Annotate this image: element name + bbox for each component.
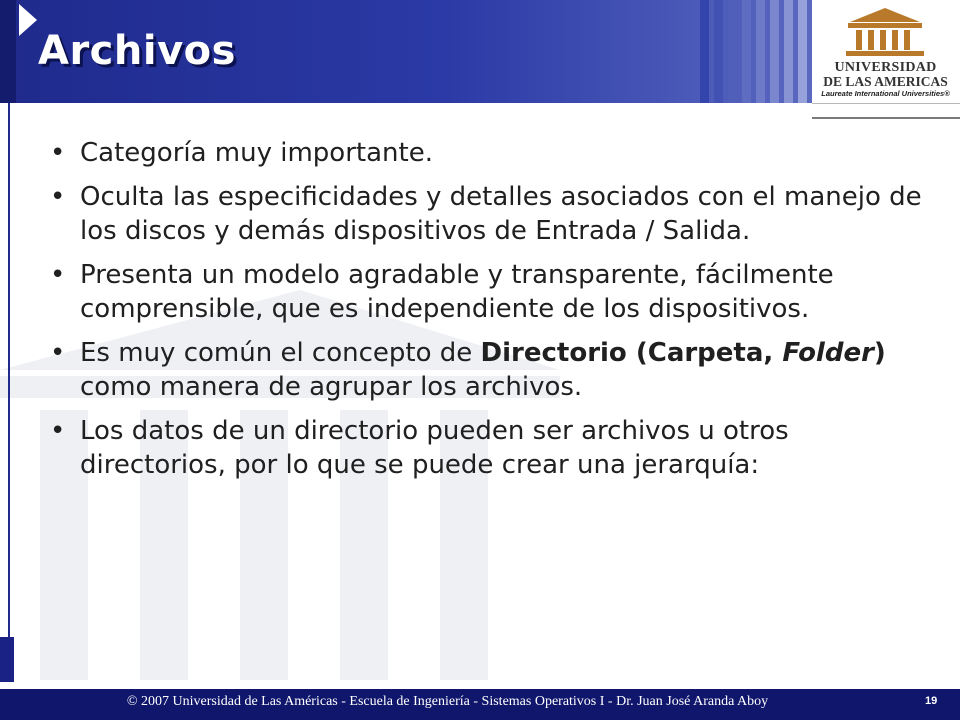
page-number: 19 <box>925 695 938 707</box>
logo-line-americas: DE LAS AMERICAS <box>823 74 948 89</box>
bullet-item <box>50 414 930 482</box>
bullet-text-bold-italic: Folder <box>782 338 874 368</box>
bullet-text-plain-end: como manera de agrupar los archivos. <box>80 372 583 402</box>
logo-line-laureate <box>818 89 953 98</box>
bullet-item <box>50 136 930 170</box>
footer-copyright: © 2007 Universidad de Las Américas - Escuela de Ingeniería - Sistemas Operativos I - Dr. Juan José Aranda Aboy <box>126 694 769 709</box>
bullet-marker: • <box>50 260 66 290</box>
bullet-text: Oculta las especificidades y detalles asociados con el manejo de los discos y demás dispositivos de Entrada / Salida. <box>80 182 922 246</box>
left-accent-bar <box>0 0 16 103</box>
bullet-text-plain: Es muy común el concepto de <box>80 338 481 368</box>
bullet-text: Presenta un modelo agradable y transparente, fácilmente comprensible, que es independiente de los dispositivos. <box>80 260 834 324</box>
left-rule-line <box>8 103 10 678</box>
bullet-item <box>50 258 930 326</box>
bullet-text: Los datos de un directorio pueden ser archivos u otros directorios, por lo que se puede crear una jerarquía: <box>80 416 789 480</box>
logo-divider-thin <box>812 103 960 104</box>
slide-body <box>50 136 930 492</box>
temple-icon <box>818 6 953 60</box>
bullet-text-bold-close: ) <box>873 338 886 368</box>
bullet-marker: • <box>50 338 66 368</box>
slide-header <box>0 0 960 118</box>
bullet-item <box>50 180 930 248</box>
left-rule-block <box>0 637 14 682</box>
play-arrow-icon <box>19 4 37 36</box>
header-stripes <box>700 0 812 103</box>
logo-laureate-text: Laureate International Universities <box>821 89 945 98</box>
logo-line-university: UNIVERSIDAD <box>834 60 937 75</box>
registered-mark: ® <box>944 89 950 98</box>
bullet-text: Categoría muy importante. <box>80 138 433 168</box>
bullet-text-bold: Directorio (Carpeta, <box>480 338 783 368</box>
bullet-marker: • <box>50 182 66 212</box>
slide-title: Archivos <box>38 28 236 74</box>
logo-divider <box>812 117 960 119</box>
bullet-marker: • <box>50 138 66 168</box>
bullet-marker: • <box>50 416 66 446</box>
bullet-item <box>50 336 930 404</box>
university-logo <box>818 6 953 106</box>
